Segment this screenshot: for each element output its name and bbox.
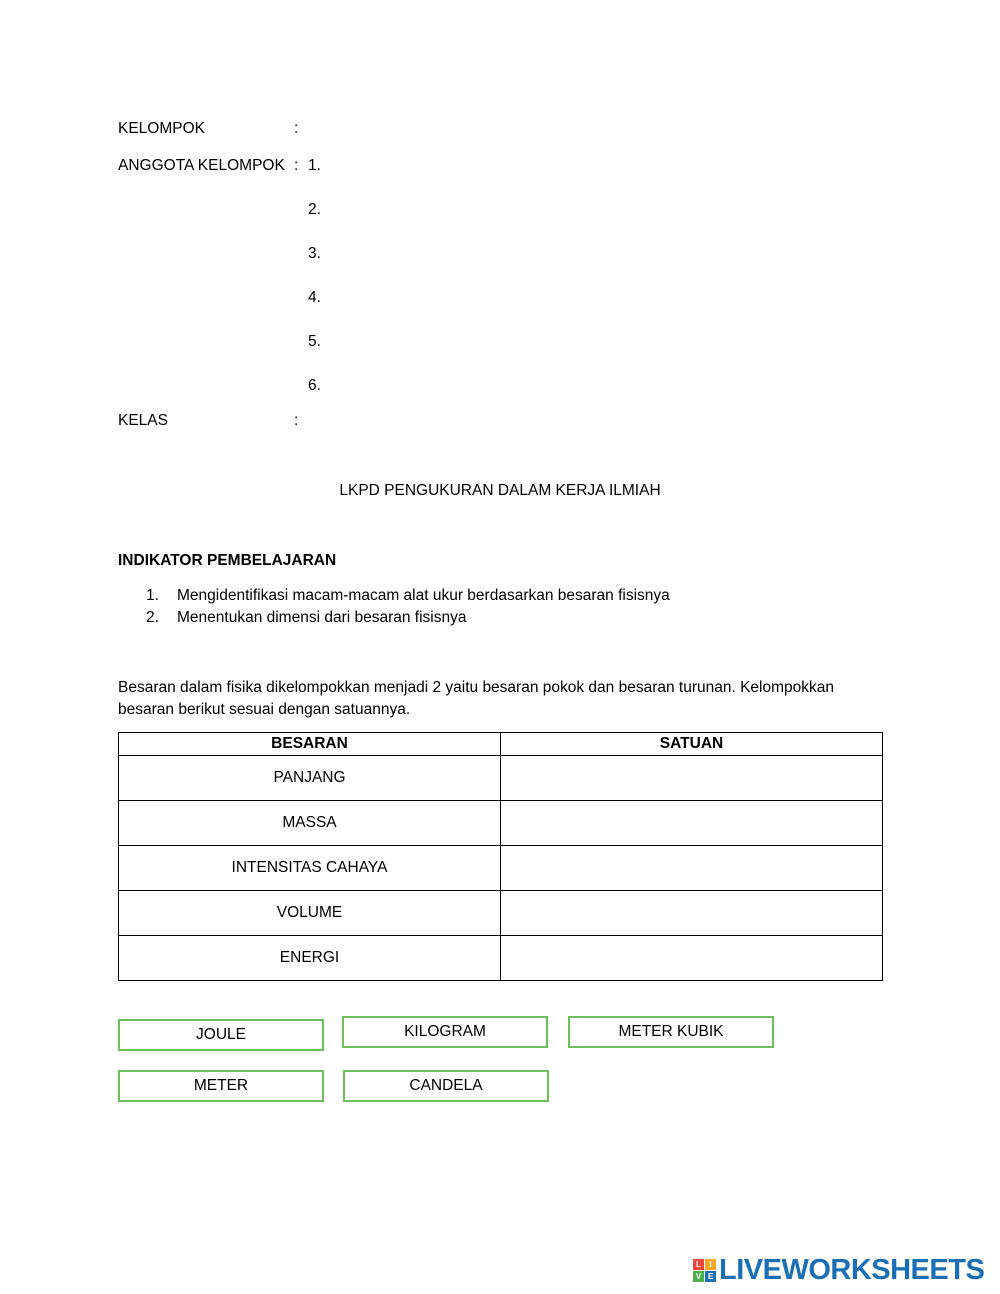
anggota-colon: :: [294, 157, 299, 174]
option-chip-meter-kubik[interactable]: METER KUBIK: [568, 1016, 774, 1048]
instruction-line: besaran berikut sesuai dengan satuannya.: [118, 701, 411, 718]
option-chip-meter[interactable]: METER: [118, 1070, 324, 1102]
besaran-cell: PANJANG: [119, 756, 501, 801]
besaran-cell: VOLUME: [119, 891, 501, 936]
logo-mark-letter: E: [705, 1271, 716, 1282]
table-row: [119, 891, 883, 936]
liveworksheets-logo: [693, 1255, 984, 1285]
option-chip-kilogram[interactable]: KILOGRAM: [342, 1016, 548, 1048]
indicator-text: Menentukan dimensi dari besaran fisisnya: [177, 609, 467, 626]
satuan-drop-cell[interactable]: [501, 756, 883, 801]
satuan-drop-cell[interactable]: [501, 891, 883, 936]
column-header-satuan: SATUAN: [501, 733, 883, 756]
list-item: [0, 587, 1000, 609]
indicator-number: 2.: [146, 609, 159, 626]
satuan-drop-cell[interactable]: [501, 801, 883, 846]
indicator-number: 1.: [146, 587, 159, 604]
table-row: [119, 936, 883, 981]
list-item: [0, 609, 1000, 631]
logo-mark-letter: I: [705, 1259, 716, 1270]
table-row: [119, 756, 883, 801]
page-title: LKPD PENGUKURAN DALAM KERJA ILMIAH: [339, 482, 661, 499]
kelas-colon: :: [294, 412, 299, 429]
table-row: [119, 801, 883, 846]
instruction-line: Besaran dalam fisika dikelompokkan menjadi 2 yaitu besaran pokok dan besaran turunan. Kelompokkan: [118, 679, 835, 696]
satuan-drop-cell[interactable]: [501, 846, 883, 891]
member-number: 5.: [308, 333, 321, 350]
column-header-besaran: BESARAN: [119, 733, 501, 756]
member-number: 6.: [308, 377, 321, 394]
besaran-satuan-table: [118, 732, 883, 981]
besaran-cell: ENERGI: [119, 936, 501, 981]
besaran-cell: MASSA: [119, 801, 501, 846]
kelompok-colon: :: [294, 120, 299, 137]
besaran-cell: INTENSITAS CAHAYA: [119, 846, 501, 891]
option-chip-joule[interactable]: JOULE: [118, 1019, 324, 1051]
member-number: 3.: [308, 245, 321, 262]
logo-text: LIVEWORKSHEETS: [719, 1253, 985, 1286]
satuan-drop-cell[interactable]: [501, 936, 883, 981]
member-number: 4.: [308, 289, 321, 306]
member-number: 2.: [308, 201, 321, 218]
kelompok-label: KELOMPOK: [118, 120, 205, 137]
anggota-label: ANGGOTA KELOMPOK: [118, 157, 285, 174]
indicator-text: Mengidentifikasi macam-macam alat ukur berdasarkan besaran fisisnya: [177, 587, 670, 604]
indicators-heading: INDIKATOR PEMBELAJARAN: [118, 552, 337, 569]
option-chip-candela[interactable]: CANDELA: [343, 1070, 549, 1102]
member-number: 1.: [308, 157, 321, 174]
logo-mark-letter: L: [693, 1259, 704, 1270]
logo-mark-letter: V: [693, 1271, 704, 1282]
kelas-label: KELAS: [118, 412, 168, 429]
table-row: [119, 846, 883, 891]
logo-mark-icon: [693, 1259, 716, 1282]
table-header-row: [119, 733, 883, 756]
